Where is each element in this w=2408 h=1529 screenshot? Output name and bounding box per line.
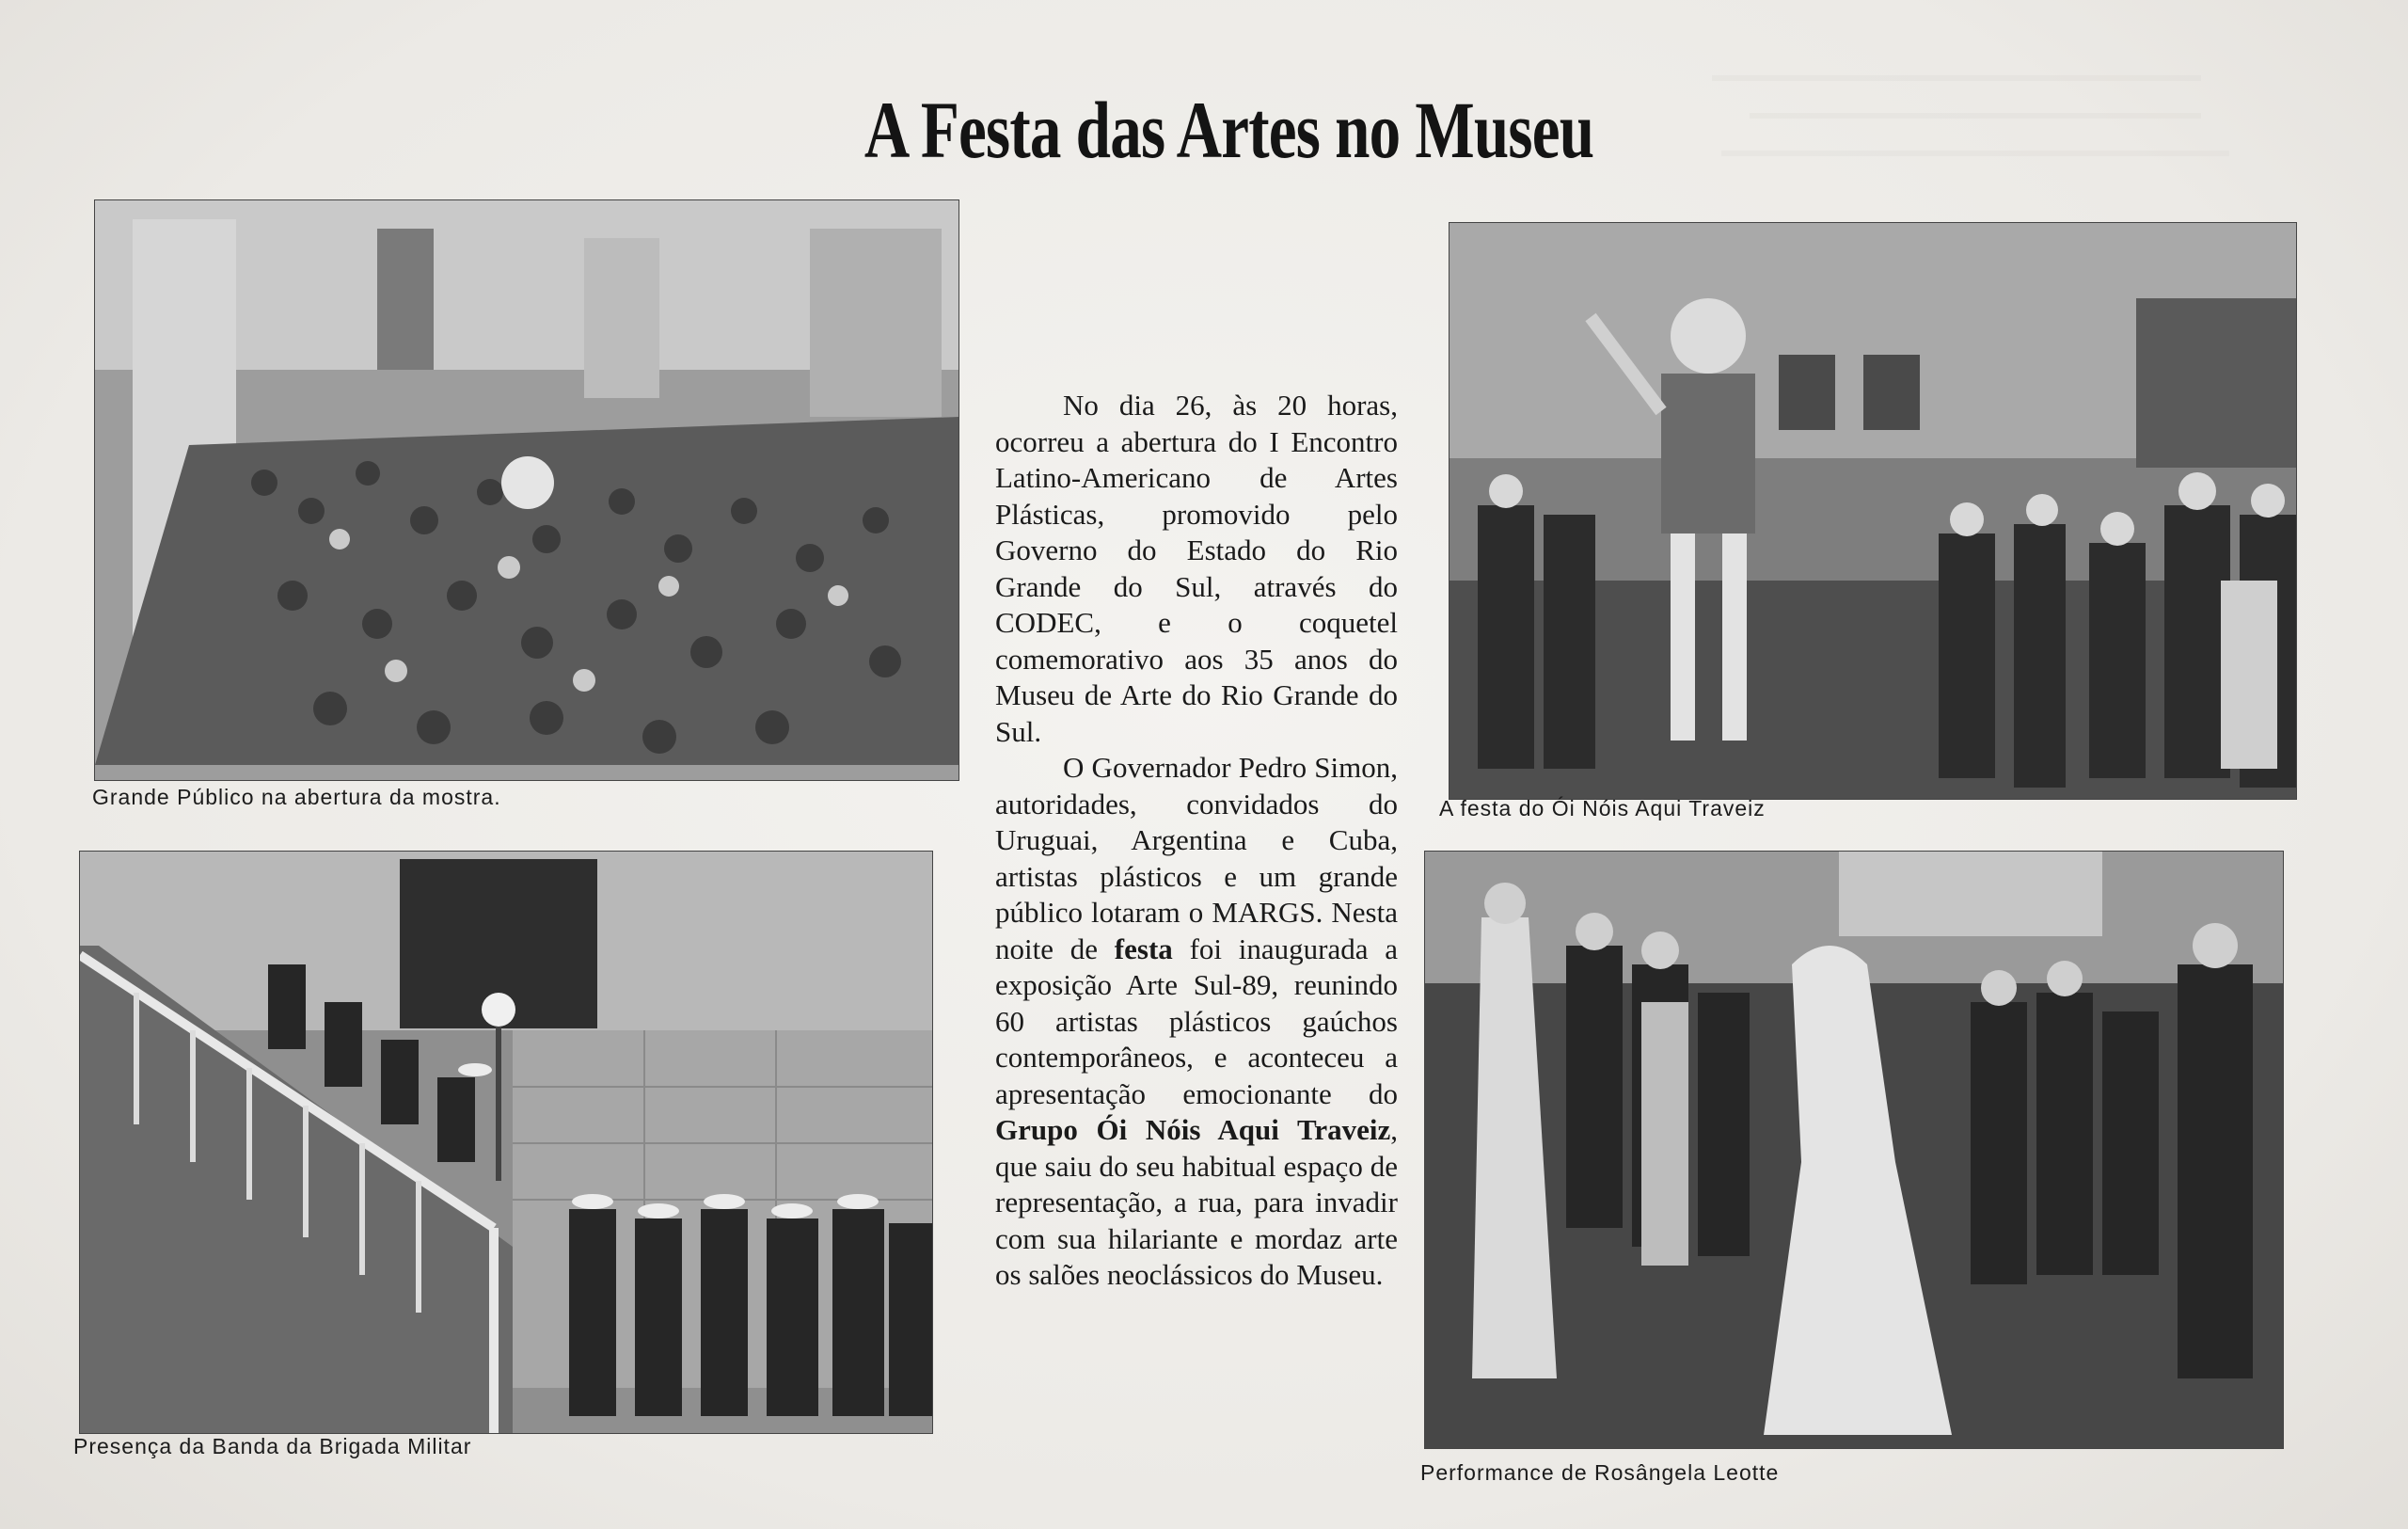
- article-emphasis-festa: festa: [1114, 932, 1173, 965]
- caption-bottom-left: Presença da Banda da Brigada Militar: [73, 1434, 472, 1458]
- article-paragraph-2-part-a: O Governador Pedro Simon, autoridades, convidados do Uruguai, Argentina e Cuba, artistas plásticos e um grande público lotaram o MARGS. Nesta noite de: [995, 751, 1398, 965]
- bleed-through-text: [1712, 56, 2276, 207]
- article-body: [995, 388, 1398, 1294]
- caption-top-right: A festa do Ói Nóis Aqui Traveiz: [1439, 796, 1766, 820]
- photo-theatre-group: [1449, 222, 2297, 800]
- caption-bottom-right: Performance de Rosângela Leotte: [1420, 1460, 1780, 1485]
- photo-performance: [1424, 851, 2284, 1449]
- article-paragraph-1: No dia 26, às 20 horas, ocorreu a abertura do I Encontro Latino-Americano de Artes Plásticas, promovido pelo Governo do Estado do Rio Grande do Sul, através do CODEC, e o coquetel comemorativo aos 35 anos do Museu de Arte do Rio Grande do Sul.: [995, 389, 1398, 748]
- caption-top-left: Grande Público na abertura da mostra.: [92, 785, 501, 809]
- headline: A Festa das Artes no Museu: [863, 84, 1594, 175]
- article-emphasis-group: Grupo Ói Nóis Aqui Traveiz: [995, 1113, 1391, 1146]
- photo-crowd-opening: [94, 199, 959, 781]
- photo-military-band: [79, 851, 933, 1434]
- article-paragraph-2-part-c: , que saiu do seu habitual espaço de representação, a rua, para invadir com sua hilariante e mordaz arte os salões neoclássicos do Museu.: [995, 1113, 1398, 1291]
- article-paragraph-2: [995, 750, 1398, 1294]
- article-paragraph-2-part-b: foi inaugurada a exposição Arte Sul-89, reunindo 60 artistas plásticos gaúchos contemporâneos, e aconteceu a apresentação emocionante do: [995, 932, 1399, 1110]
